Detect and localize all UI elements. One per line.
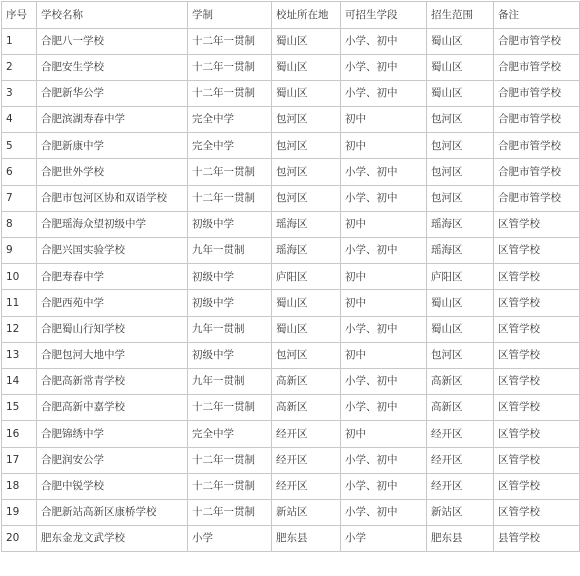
cell-school-name: 合肥高新中嘉学校 — [37, 395, 188, 421]
cell-system: 十二年一贯制 — [188, 473, 272, 499]
table-row — [2, 316, 580, 342]
table-row — [2, 211, 580, 237]
cell-school-name: 合肥高新常青学校 — [37, 368, 188, 394]
cell-system: 十二年一贯制 — [188, 80, 272, 106]
cell-stage: 小学、初中 — [341, 447, 427, 473]
cell-system: 初级中学 — [188, 264, 272, 290]
cell-index: 10 — [2, 264, 37, 290]
cell-remark: 区管学校 — [494, 211, 580, 237]
cell-index: 8 — [2, 211, 37, 237]
cell-range: 新站区 — [427, 499, 494, 525]
cell-index: 3 — [2, 80, 37, 106]
table-row — [2, 342, 580, 368]
cell-school-name: 合肥兴国实验学校 — [37, 238, 188, 264]
cell-location: 蜀山区 — [272, 290, 341, 316]
cell-index: 18 — [2, 473, 37, 499]
cell-school-name: 合肥寿春中学 — [37, 264, 188, 290]
school-table — [1, 1, 580, 552]
cell-stage: 小学、初中 — [341, 473, 427, 499]
cell-stage: 小学、初中 — [341, 159, 427, 185]
cell-range: 蜀山区 — [427, 54, 494, 80]
cell-remark: 区管学校 — [494, 290, 580, 316]
cell-school-name: 合肥安生学校 — [37, 54, 188, 80]
cell-location: 经开区 — [272, 473, 341, 499]
cell-school-name: 合肥新华公学 — [37, 80, 188, 106]
cell-stage: 小学、初中 — [341, 80, 427, 106]
cell-remark: 区管学校 — [494, 264, 580, 290]
cell-system: 十二年一贯制 — [188, 185, 272, 211]
cell-remark: 区管学校 — [494, 316, 580, 342]
cell-system: 完全中学 — [188, 107, 272, 133]
table-row — [2, 54, 580, 80]
table-row — [2, 368, 580, 394]
table-row — [2, 238, 580, 264]
cell-stage: 小学、初中 — [341, 238, 427, 264]
cell-location: 包河区 — [272, 342, 341, 368]
table-row — [2, 395, 580, 421]
cell-range: 经开区 — [427, 473, 494, 499]
cell-remark: 区管学校 — [494, 238, 580, 264]
cell-location: 蜀山区 — [272, 80, 341, 106]
cell-system: 初级中学 — [188, 342, 272, 368]
table-row — [2, 159, 580, 185]
table-row — [2, 290, 580, 316]
cell-system: 小学 — [188, 526, 272, 552]
cell-school-name: 合肥瑶海众望初级中学 — [37, 211, 188, 237]
cell-index: 13 — [2, 342, 37, 368]
cell-system: 九年一贯制 — [188, 238, 272, 264]
cell-stage: 小学、初中 — [341, 368, 427, 394]
cell-index: 1 — [2, 28, 37, 54]
cell-system: 十二年一贯制 — [188, 499, 272, 525]
cell-school-name: 合肥包河大地中学 — [37, 342, 188, 368]
cell-index: 14 — [2, 368, 37, 394]
cell-remark: 合肥市管学校 — [494, 28, 580, 54]
cell-range: 高新区 — [427, 368, 494, 394]
cell-school-name: 合肥润安公学 — [37, 447, 188, 473]
cell-remark: 区管学校 — [494, 342, 580, 368]
cell-stage: 初中 — [341, 264, 427, 290]
cell-school-name: 合肥八一学校 — [37, 28, 188, 54]
cell-remark: 区管学校 — [494, 395, 580, 421]
cell-remark: 区管学校 — [494, 368, 580, 394]
table-row — [2, 421, 580, 447]
cell-stage: 初中 — [341, 211, 427, 237]
cell-range: 庐阳区 — [427, 264, 494, 290]
cell-school-name: 肥东金龙文武学校 — [37, 526, 188, 552]
cell-location: 经开区 — [272, 421, 341, 447]
table-row — [2, 185, 580, 211]
table-row — [2, 28, 580, 54]
cell-remark: 合肥市管学校 — [494, 133, 580, 159]
cell-range: 包河区 — [427, 107, 494, 133]
cell-remark: 合肥市管学校 — [494, 159, 580, 185]
cell-range: 经开区 — [427, 447, 494, 473]
cell-index: 15 — [2, 395, 37, 421]
cell-range: 蜀山区 — [427, 316, 494, 342]
cell-range: 瑶海区 — [427, 238, 494, 264]
table-row — [2, 133, 580, 159]
cell-school-name: 合肥新康中学 — [37, 133, 188, 159]
cell-range: 蜀山区 — [427, 290, 494, 316]
col-header-range: 招生范围 — [427, 2, 494, 29]
cell-stage: 初中 — [341, 107, 427, 133]
cell-system: 十二年一贯制 — [188, 395, 272, 421]
cell-remark: 县管学校 — [494, 526, 580, 552]
cell-system: 初级中学 — [188, 211, 272, 237]
cell-range: 蜀山区 — [427, 80, 494, 106]
cell-remark: 合肥市管学校 — [494, 107, 580, 133]
cell-remark: 区管学校 — [494, 421, 580, 447]
cell-index: 12 — [2, 316, 37, 342]
cell-index: 11 — [2, 290, 37, 316]
table-row — [2, 264, 580, 290]
cell-location: 包河区 — [272, 107, 341, 133]
col-header-school-name: 学校名称 — [37, 2, 188, 29]
cell-stage: 初中 — [341, 133, 427, 159]
cell-remark: 合肥市管学校 — [494, 80, 580, 106]
cell-location: 瑶海区 — [272, 238, 341, 264]
cell-range: 高新区 — [427, 395, 494, 421]
cell-stage: 小学、初中 — [341, 316, 427, 342]
cell-school-name: 合肥滨湖寿春中学 — [37, 107, 188, 133]
col-header-stage: 可招生学段 — [341, 2, 427, 29]
cell-index: 2 — [2, 54, 37, 80]
cell-stage: 初中 — [341, 290, 427, 316]
cell-remark: 合肥市管学校 — [494, 54, 580, 80]
cell-school-name: 合肥西苑中学 — [37, 290, 188, 316]
cell-index: 6 — [2, 159, 37, 185]
cell-system: 完全中学 — [188, 133, 272, 159]
cell-school-name: 合肥世外学校 — [37, 159, 188, 185]
cell-system: 初级中学 — [188, 290, 272, 316]
cell-stage: 小学、初中 — [341, 28, 427, 54]
cell-range: 肥东县 — [427, 526, 494, 552]
cell-index: 7 — [2, 185, 37, 211]
col-header-remark: 备注 — [494, 2, 580, 29]
cell-location: 庐阳区 — [272, 264, 341, 290]
cell-location: 蜀山区 — [272, 316, 341, 342]
cell-index: 20 — [2, 526, 37, 552]
cell-stage: 小学、初中 — [341, 54, 427, 80]
cell-system: 十二年一贯制 — [188, 447, 272, 473]
cell-index: 5 — [2, 133, 37, 159]
cell-school-name: 合肥新站高新区康桥学校 — [37, 499, 188, 525]
col-header-index: 序号 — [2, 2, 37, 29]
cell-location: 高新区 — [272, 395, 341, 421]
cell-remark: 区管学校 — [494, 447, 580, 473]
cell-system: 九年一贯制 — [188, 368, 272, 394]
cell-index: 16 — [2, 421, 37, 447]
cell-location: 肥东县 — [272, 526, 341, 552]
cell-stage: 小学 — [341, 526, 427, 552]
table-row — [2, 80, 580, 106]
cell-index: 17 — [2, 447, 37, 473]
cell-remark: 区管学校 — [494, 473, 580, 499]
cell-location: 经开区 — [272, 447, 341, 473]
table-body — [2, 28, 580, 552]
table-header-row — [2, 2, 580, 29]
col-header-location: 校址所在地 — [272, 2, 341, 29]
cell-index: 9 — [2, 238, 37, 264]
cell-index: 4 — [2, 107, 37, 133]
col-header-system: 学制 — [188, 2, 272, 29]
cell-stage: 初中 — [341, 342, 427, 368]
cell-range: 包河区 — [427, 159, 494, 185]
cell-stage: 小学、初中 — [341, 185, 427, 211]
cell-range: 包河区 — [427, 133, 494, 159]
cell-system: 完全中学 — [188, 421, 272, 447]
cell-location: 蜀山区 — [272, 28, 341, 54]
cell-system: 九年一贯制 — [188, 316, 272, 342]
cell-range: 瑶海区 — [427, 211, 494, 237]
cell-system: 十二年一贯制 — [188, 54, 272, 80]
table-row — [2, 447, 580, 473]
cell-range: 蜀山区 — [427, 28, 494, 54]
cell-location: 包河区 — [272, 159, 341, 185]
cell-stage: 初中 — [341, 421, 427, 447]
cell-location: 瑶海区 — [272, 211, 341, 237]
cell-index: 19 — [2, 499, 37, 525]
table-row — [2, 499, 580, 525]
cell-stage: 小学、初中 — [341, 499, 427, 525]
table-row — [2, 526, 580, 552]
cell-location: 包河区 — [272, 133, 341, 159]
cell-remark: 合肥市管学校 — [494, 185, 580, 211]
cell-school-name: 合肥锦绣中学 — [37, 421, 188, 447]
cell-location: 蜀山区 — [272, 54, 341, 80]
cell-location: 高新区 — [272, 368, 341, 394]
cell-school-name: 合肥蜀山行知学校 — [37, 316, 188, 342]
cell-range: 包河区 — [427, 185, 494, 211]
cell-school-name: 合肥市包河区协和双语学校 — [37, 185, 188, 211]
table-row — [2, 473, 580, 499]
cell-system: 十二年一贯制 — [188, 159, 272, 185]
cell-system: 十二年一贯制 — [188, 28, 272, 54]
cell-location: 新站区 — [272, 499, 341, 525]
cell-location: 包河区 — [272, 185, 341, 211]
table-row — [2, 107, 580, 133]
cell-stage: 小学、初中 — [341, 395, 427, 421]
cell-remark: 区管学校 — [494, 499, 580, 525]
cell-range: 经开区 — [427, 421, 494, 447]
cell-range: 包河区 — [427, 342, 494, 368]
cell-school-name: 合肥中锐学校 — [37, 473, 188, 499]
